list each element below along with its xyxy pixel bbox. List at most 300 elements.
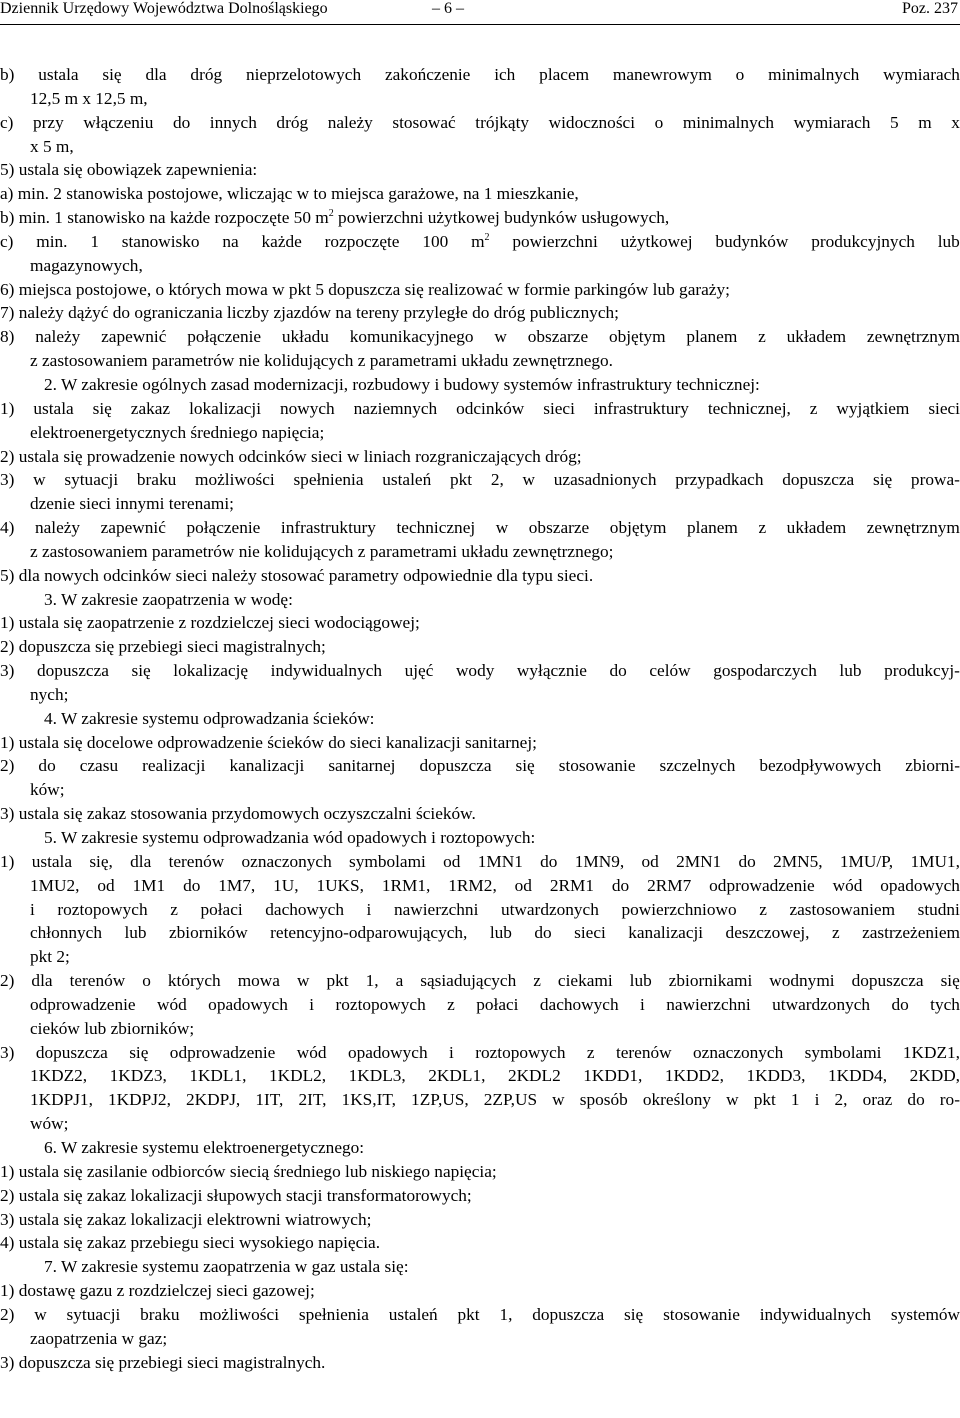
word: o [735, 65, 745, 84]
line-text: 7. W zakresie systemu zaopatrzenia w gaz ustala się: [44, 1257, 409, 1277]
word: opadowych [208, 994, 288, 1014]
word: których [167, 971, 221, 991]
word: połaci [200, 899, 243, 919]
word: lub [937, 231, 960, 251]
word: zakończenie [384, 65, 471, 84]
word: dla [145, 65, 167, 84]
line-text: z zastosowaniem parametrów nie kolidujących z parametrami układu zewnętrznego; [30, 541, 614, 561]
word: naziemnych [353, 398, 438, 418]
word: zastosowaniem [789, 899, 896, 919]
line-text: 4) ustala się zakaz przebiegu sieci wysokiego napięcia. [0, 1233, 381, 1253]
word: z [759, 899, 767, 919]
word: do [907, 1090, 925, 1110]
word: 1) [0, 851, 15, 871]
word: systemów [890, 1304, 960, 1324]
word: z [809, 398, 818, 418]
word: obszarze [528, 518, 590, 538]
word: 2KDL2 [507, 1066, 561, 1086]
text-line [0, 206, 960, 230]
word: ustaleń [382, 470, 432, 490]
line-text: 2) ustala się zakaz lokalizacji słupowych stacji transformatorowych; [0, 1185, 472, 1205]
word: 2) [0, 1304, 15, 1324]
word: 1KDL1, [189, 1066, 247, 1086]
line-text: 1) dostawę gazu z rozdzielczej sieci gazowej; [0, 1281, 315, 1301]
word: dla [31, 971, 53, 991]
word: do [183, 875, 201, 895]
text-line [0, 564, 960, 588]
line-text: cieków lub zbiorników; [30, 1018, 195, 1038]
word: spełnienia [293, 470, 364, 490]
word: sieci [543, 398, 575, 418]
word: 2KDD, [909, 1066, 960, 1086]
word: 1KDD4, [828, 1066, 888, 1086]
word: i [640, 994, 645, 1014]
text-line [0, 1088, 960, 1112]
text-line [0, 874, 960, 898]
word: do [172, 112, 191, 132]
word: zapewnić [100, 518, 166, 538]
word: się [872, 470, 893, 490]
word: sąsiadujących [420, 971, 517, 991]
word: roztopowych [475, 1042, 566, 1062]
word: stanowisko [121, 231, 200, 251]
section-heading [0, 588, 960, 612]
word: dopuszcza [532, 1304, 605, 1324]
text-line [0, 635, 960, 659]
word: indywidualnych [270, 661, 383, 681]
word: możliwości [195, 470, 275, 490]
word: symbolami [804, 1042, 882, 1062]
word: szczelnych [659, 756, 736, 776]
word: układem [786, 327, 847, 347]
word: na [222, 231, 239, 251]
line-text: 1) ustala się zasilanie odbiorców siecią średniego lub niskiego napięcia; [0, 1161, 497, 1181]
word: utwardzonych [500, 899, 599, 919]
word: 100 [422, 231, 449, 251]
word: widoczności [548, 112, 636, 132]
text-line [0, 1112, 960, 1136]
line-text: ków; [30, 780, 65, 800]
word: w [495, 518, 509, 538]
word: planem [686, 327, 738, 347]
word: do [38, 756, 56, 776]
word: do [891, 994, 909, 1014]
word: należy [327, 112, 373, 132]
word: się [131, 661, 151, 681]
word: się [515, 756, 535, 776]
word: określony [642, 1090, 712, 1110]
word: w [494, 327, 507, 347]
word: 1MU1, [910, 851, 960, 871]
line-text: magazynowych, [30, 255, 143, 275]
word: ujęć [404, 661, 434, 681]
word: opadowych [347, 1042, 428, 1062]
word: przypadkach [675, 470, 764, 490]
word: dachowych [539, 994, 619, 1014]
word: dopuszcza [419, 756, 492, 776]
word: mowa [237, 971, 280, 991]
word: nawierzchni [393, 899, 479, 919]
text-line [0, 182, 960, 206]
line-text: b) min. 1 stanowisko na każde rozpoczęte 50 m [0, 208, 329, 228]
word: utwardzonych [772, 994, 871, 1014]
word: 5 [889, 112, 899, 132]
text-line [0, 754, 960, 778]
line-text: 3) ustala się zakaz lokalizacji elektrowni wiatrowych; [0, 1209, 372, 1229]
text-line [0, 1208, 960, 1232]
text-line [0, 1279, 960, 1303]
word: układu [281, 327, 329, 347]
word: 1ZP,US, [411, 1090, 469, 1110]
text-line [0, 802, 960, 826]
word: się [92, 398, 112, 418]
word: 1, [499, 1304, 513, 1324]
word: w [552, 1090, 565, 1110]
word: nowych [279, 398, 335, 418]
text-line [0, 731, 960, 755]
word: stosowanie [663, 1304, 740, 1324]
word: technicznej, [707, 398, 791, 418]
word: 1MN1 [477, 851, 523, 871]
word: stosować [392, 112, 456, 132]
word: wody [455, 661, 495, 681]
word: odprowadzenie [169, 1042, 276, 1062]
word: z [170, 899, 178, 919]
line-text: elektroenergetycznych średniego napięcia; [30, 422, 325, 442]
word: wód [296, 1042, 327, 1062]
word: powierzchniowo [621, 899, 737, 919]
word: się [129, 1042, 149, 1062]
word: wód [156, 994, 187, 1014]
word: 1KDL3, [348, 1066, 406, 1086]
word: sanitarnej [328, 756, 396, 776]
word: 1M7, [218, 875, 256, 895]
text-line [0, 325, 960, 349]
word: chłonnych [30, 923, 102, 943]
word: bezodpływowych [759, 756, 882, 776]
word: się [624, 1304, 644, 1324]
text-line [0, 850, 960, 874]
word: do [540, 851, 558, 871]
word: deszczowej, [725, 923, 810, 943]
word: 2MN5, [773, 851, 823, 871]
word: a [395, 971, 404, 991]
section-heading [0, 1255, 960, 1279]
word: lub [489, 923, 512, 943]
word: zapewnić [101, 327, 167, 347]
word: 1IT, [255, 1090, 284, 1110]
word: nieprzelotowych [245, 65, 362, 84]
word: 3) [0, 1042, 15, 1062]
word: studni [917, 899, 960, 919]
word: ich [494, 65, 516, 84]
word: trójkąty [475, 112, 530, 132]
text-line [0, 63, 960, 87]
text-line [0, 1303, 960, 1327]
line-text: 1) ustala się docelowe odprowadzenie ścieków do sieci kanalizacji sanitarnej; [0, 732, 537, 752]
word: z [831, 923, 840, 943]
text-line [0, 135, 960, 159]
word: 3) [0, 470, 15, 490]
word: terenów [168, 851, 225, 871]
word: 4) [0, 518, 15, 538]
word: do [534, 923, 552, 943]
word: ro- [939, 1090, 960, 1110]
text-line [0, 659, 960, 683]
word: 1M1 [132, 875, 166, 895]
word: w [33, 470, 46, 490]
text-line [0, 445, 960, 469]
word: w [522, 470, 536, 490]
word: 2) [0, 756, 15, 776]
word: każde [261, 231, 302, 251]
word: 2KDL1, [428, 1066, 486, 1086]
word: zbiornikami [668, 971, 753, 991]
word: 2RM1 [549, 875, 595, 895]
word: i [366, 899, 372, 919]
word: zastrzeżeniem [862, 923, 960, 943]
section-heading [0, 707, 960, 731]
word: symbolami [349, 851, 426, 871]
word: lokalizacji [189, 398, 262, 418]
word: 1MU/P, [839, 851, 894, 871]
word: zbiorni- [905, 756, 960, 776]
word: infrastruktury [280, 518, 376, 538]
word: 1KDL2, [268, 1066, 327, 1086]
word: 2, [834, 1090, 848, 1110]
word: odcinków [456, 398, 525, 418]
line-text: 5) dla nowych odcinków sieci należy stosować parametry odpowiednie dla typu sieci. [0, 565, 594, 585]
section-heading [0, 826, 960, 850]
word: sposób [579, 1090, 628, 1110]
position-number: Poz. 237 [902, 0, 958, 17]
page-header [0, 0, 960, 25]
word: 2RM7 [647, 875, 692, 895]
word: sytuacji [66, 1304, 121, 1324]
word: ustala [33, 398, 74, 418]
word: czasu [79, 756, 119, 776]
line-text: z zastosowaniem parametrów nie kolidujących z parametrami układu zewnętrznego. [30, 351, 613, 371]
word: minimalnych [682, 112, 775, 132]
word: wymiarach [883, 65, 960, 84]
journal-title: Dziennik Urzędowy Województwa Dolnośląskiego [0, 0, 328, 17]
word: 1KDZ2, [30, 1066, 88, 1086]
line-text: 2) dopuszcza się przebiegi sieci magistralnych; [0, 637, 326, 657]
word: dróg [276, 112, 309, 132]
word: nawierzchni [666, 994, 751, 1014]
line-text-after: powierzchni użytkowej budynków usługowych, [333, 208, 670, 228]
word: celów [649, 661, 691, 681]
text-line [0, 158, 960, 182]
text-line [0, 278, 960, 302]
word: x [951, 112, 960, 132]
word: z [758, 327, 766, 347]
word: objętym [609, 518, 667, 538]
word: lub [839, 661, 862, 681]
word: zakaz [130, 398, 171, 418]
word: do [738, 851, 756, 871]
word: braku [136, 470, 177, 490]
word: objętym [608, 327, 666, 347]
word: roztopowych [57, 899, 148, 919]
word: indywidualnych [759, 1304, 872, 1324]
word: obszarze [527, 327, 589, 347]
word: 1) [0, 398, 15, 418]
document-body [0, 25, 960, 1374]
word: lub [124, 923, 147, 943]
text-line [0, 1231, 960, 1255]
line-text: x 5 m, [30, 136, 74, 156]
word: produkcyjnych [811, 231, 915, 251]
word: i [449, 1042, 454, 1062]
word: gospodarczych [713, 661, 817, 681]
word: 1MN9, [574, 851, 625, 871]
line-text: 3. W zakresie zaopatrzenia w wodę: [44, 589, 293, 609]
word: się [102, 65, 122, 84]
word: rozpoczęte [324, 231, 400, 251]
word: min. [36, 231, 68, 251]
word: komunikacyjnego [349, 327, 474, 347]
line-text: 6. W zakresie systemu elektroenergetycznego: [44, 1137, 365, 1157]
word: budynków [715, 231, 789, 251]
word: należy [34, 518, 81, 538]
word: do [611, 875, 630, 895]
word: terenów [615, 1042, 672, 1062]
word: użytkowej [620, 231, 693, 251]
text-line [0, 516, 960, 540]
word: wyłącznie [516, 661, 587, 681]
word: zbiorników [169, 923, 248, 943]
word: i [309, 994, 315, 1014]
word: 1KDZ1, [902, 1042, 960, 1062]
line-text: 2. W zakresie ogólnych zasad modernizacji, rozbudowy i budowy systemów infrastruktury technicznej: [44, 374, 760, 394]
word: układem [786, 518, 847, 538]
word: ustaleń [388, 1304, 438, 1324]
word: 2MN1 [676, 851, 722, 871]
word: ustala [38, 65, 79, 84]
line-text: 1) ustala się zaopatrzenie z rozdzielczej sieci wodociągowej; [0, 613, 420, 633]
word: połaci [476, 994, 519, 1014]
word: 1KDPJ1, [30, 1090, 93, 1110]
section-heading [0, 1136, 960, 1160]
word: ustala [31, 851, 73, 871]
line-text: 2) ustala się prowadzenie nowych odcinków sieci w liniach rozgraniczających dróg; [0, 446, 582, 466]
word: 3) [0, 661, 15, 681]
line-text: pkt 2; [30, 947, 70, 967]
text-line [0, 111, 960, 135]
word: od [514, 875, 532, 895]
word: prowa- [910, 470, 960, 490]
word: spełnienia [298, 1304, 369, 1324]
text-line [0, 492, 960, 516]
word: włączeniu [83, 112, 154, 132]
text-line [0, 1327, 960, 1351]
word: roztopowych [335, 994, 426, 1014]
line-text: 3) ustala się zakaz stosowania przydomowych oczyszczalni ścieków. [0, 804, 476, 824]
word: pkt [326, 971, 349, 991]
word: placem [539, 65, 590, 84]
word: kanalizacji [628, 923, 704, 943]
word: 1 [790, 1090, 800, 1110]
word: sieci [574, 923, 606, 943]
word: sytuacji [64, 470, 119, 490]
word: należy [35, 327, 81, 347]
word: oznaczonych [241, 851, 332, 871]
word: c) [0, 231, 14, 251]
word: b) [0, 65, 15, 84]
word: od [443, 851, 461, 871]
word: 1RM1, [381, 875, 431, 895]
word: wód [832, 875, 863, 895]
word: technicznej [396, 518, 476, 538]
word: 1KDD2, [664, 1066, 724, 1086]
section-heading [0, 373, 960, 397]
word: dla [130, 851, 152, 871]
word: dopuszcza [851, 971, 924, 991]
word: 1KDD1, [583, 1066, 643, 1086]
word: dopuszcza [782, 470, 855, 490]
text-line [0, 87, 960, 111]
text-line [0, 1041, 960, 1065]
word: 1UKS, [316, 875, 364, 895]
word: oraz [862, 1090, 893, 1110]
word: stosowanie [558, 756, 636, 776]
line-text: dzenie sieci innymi terenami; [30, 494, 234, 514]
line-text: wów; [30, 1114, 69, 1134]
line-text: 5) ustala się obowiązek zapewnienia: [0, 160, 258, 180]
text-line [0, 969, 960, 993]
word: infrastruktury [593, 398, 689, 418]
word: 2ZP,US [483, 1090, 538, 1110]
text-line [0, 683, 960, 707]
word: 2IT, [298, 1090, 327, 1110]
word: 1U, [273, 875, 299, 895]
word: z [447, 994, 455, 1014]
text-line [0, 1064, 960, 1088]
word: 1RM2, [448, 875, 497, 895]
word: i [30, 899, 35, 919]
word: połączenie [186, 518, 261, 538]
text-line [0, 468, 960, 492]
word: 1MU2, [30, 875, 80, 895]
line-text: 12,5 m x 12,5 m, [30, 88, 148, 108]
word: dachowych [265, 899, 344, 919]
text-line [0, 254, 960, 278]
line-text: zaopatrzenia w gaz; [30, 1328, 168, 1348]
line-text: 6) miejsca postojowe, o których mowa w pkt 5 dopuszcza się realizować w formie parkingów lub garaży; [0, 279, 730, 299]
word: o [142, 971, 151, 991]
word: 2) [0, 971, 15, 991]
text-line [0, 540, 960, 564]
word: dróg [190, 65, 223, 84]
word: zewnętrznym [866, 518, 960, 538]
word: w [34, 1304, 47, 1324]
text-line [0, 945, 960, 969]
text-line [0, 1160, 960, 1184]
word: pkt [753, 1090, 776, 1110]
word: dopuszcza [35, 1042, 108, 1062]
text-line [0, 993, 960, 1017]
word: kanalizacji [229, 756, 305, 776]
word: innych [209, 112, 257, 132]
word: produkcyj- [884, 661, 960, 681]
word: terenów [69, 971, 126, 991]
word: 1KS,IT, [341, 1090, 396, 1110]
word: minimalnych [768, 65, 860, 84]
word: z [758, 518, 767, 538]
text-line [0, 397, 960, 421]
word: odprowadzenie [30, 994, 136, 1014]
